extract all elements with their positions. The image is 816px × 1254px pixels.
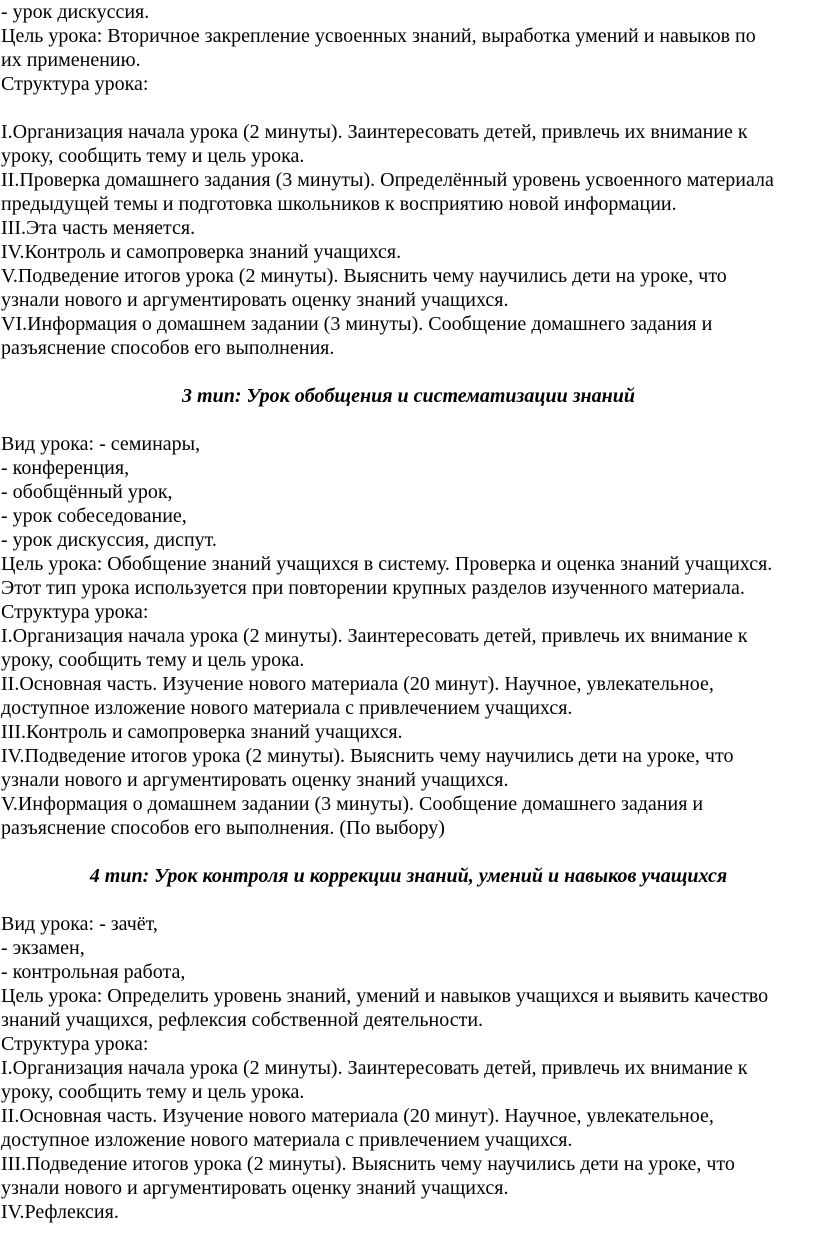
text-line: II.Основная часть. Изучение нового материала (20 минут). Научное, увлекательное, <box>1 673 714 695</box>
text-line: - контрольная работа, <box>1 961 186 983</box>
text-line: - урок собеседование, <box>1 505 187 527</box>
text-line: предыдущей темы и подготовка школьников к восприятию новой информации. <box>1 193 677 215</box>
text-line: разъяснение способов его выполнения. (По выбору) <box>1 817 445 839</box>
text-line: доступное изложение нового материала с привлечением учащихся. <box>1 697 573 719</box>
heading-text: 3 тип: Урок обобщения и систематизации знаний <box>182 385 635 407</box>
blank-line <box>1 360 816 384</box>
text-line: I.Организация начала урока (2 минуты). Заинтересовать детей, привлечь их внимание к <box>1 121 748 143</box>
text-line: Этот тип урока используется при повторении крупных разделов изученного материала. <box>1 577 745 599</box>
text-line: - обобщённый урок, <box>1 481 173 503</box>
text-line: II.Основная часть. Изучение нового материала (20 минут). Научное, увлекательное, <box>1 1105 714 1127</box>
text-line: II.Проверка домашнего задания (3 минуты). Определённый уровень усвоенного материала <box>1 169 774 191</box>
section-heading <box>1 384 816 408</box>
text-line: Структура урока: <box>1 1033 149 1055</box>
paragraph-block <box>1 120 816 360</box>
text-line: III.Контроль и самопроверка знаний учащихся. <box>1 721 403 743</box>
text-line: III.Подведение итогов урока (2 минуты). Выяснить чему научились дети на уроке, что <box>1 1153 735 1175</box>
text-line: уроку, сообщить тему и цель урока. <box>1 145 305 167</box>
text-line: уроку, сообщить тему и цель урока. <box>1 649 305 671</box>
text-line: III.Эта часть меняется. <box>1 217 196 239</box>
text-line: их применению. <box>1 49 141 71</box>
text-line: доступное изложение нового материала с привлечением учащихся. <box>1 1129 573 1151</box>
text-line: разъяснение способов его выполнения. <box>1 337 335 359</box>
text-line: Структура урока: <box>1 601 149 623</box>
blank-line <box>1 840 816 864</box>
text-line: V.Информация о домашнем задании (3 минуты). Сообщение домашнего задания и <box>1 793 704 815</box>
section-heading <box>1 864 816 888</box>
text-line: Цель урока: Определить уровень знаний, умений и навыков учащихся и выявить качество <box>1 985 769 1007</box>
blank-line <box>1 96 816 120</box>
text-line: - урок дискуссия, диспут. <box>1 529 217 551</box>
text-line: IV.Рефлексия. <box>1 1201 119 1223</box>
document-page <box>1 0 816 1224</box>
text-line: IV.Контроль и самопроверка знаний учащихся. <box>1 241 402 263</box>
text-line: Цель урока: Вторичное закрепление усвоенных знаний, выработка умений и навыков по <box>1 25 756 47</box>
paragraph-block <box>1 432 816 840</box>
text-line: I.Организация начала урока (2 минуты). Заинтересовать детей, привлечь их внимание к <box>1 625 748 647</box>
text-line: - конференция, <box>1 457 130 479</box>
text-line: Вид урока: - зачёт, <box>1 913 158 935</box>
text-line: узнали нового и аргументировать оценку знаний учащихся. <box>1 1177 509 1199</box>
paragraph-block <box>1 0 816 96</box>
text-line: Вид урока: - семинары, <box>1 433 201 455</box>
text-line: узнали нового и аргументировать оценку знаний учащихся. <box>1 769 509 791</box>
blank-line <box>1 888 816 912</box>
text-line: Цель урока: Обобщение знаний учащихся в систему. Проверка и оценка знаний учащихся. <box>1 553 773 575</box>
text-line: VI.Информация о домашнем задании (3 минуты). Сообщение домашнего задания и <box>1 313 713 335</box>
heading-text: 4 тип: Урок контроля и коррекции знаний, умений и навыков учащихся <box>89 865 728 887</box>
text-line: узнали нового и аргументировать оценку знаний учащихся. <box>1 289 509 311</box>
text-line: V.Подведение итогов урока (2 минуты). Выяснить чему научились дети на уроке, что <box>1 265 727 287</box>
blank-line <box>1 408 816 432</box>
text-line: I.Организация начала урока (2 минуты). Заинтересовать детей, привлечь их внимание к <box>1 1057 748 1079</box>
paragraph-block <box>1 912 816 1224</box>
text-line: уроку, сообщить тему и цель урока. <box>1 1081 305 1103</box>
text-line: знаний учащихся, рефлексия собственной деятельности. <box>1 1009 484 1031</box>
text-line: - урок дискуссия. <box>1 1 150 23</box>
text-line: - экзамен, <box>1 937 85 959</box>
text-line: IV.Подведение итогов урока (2 минуты). Выяснить чему научились дети на уроке, что <box>1 745 734 767</box>
text-line: Структура урока: <box>1 73 149 95</box>
